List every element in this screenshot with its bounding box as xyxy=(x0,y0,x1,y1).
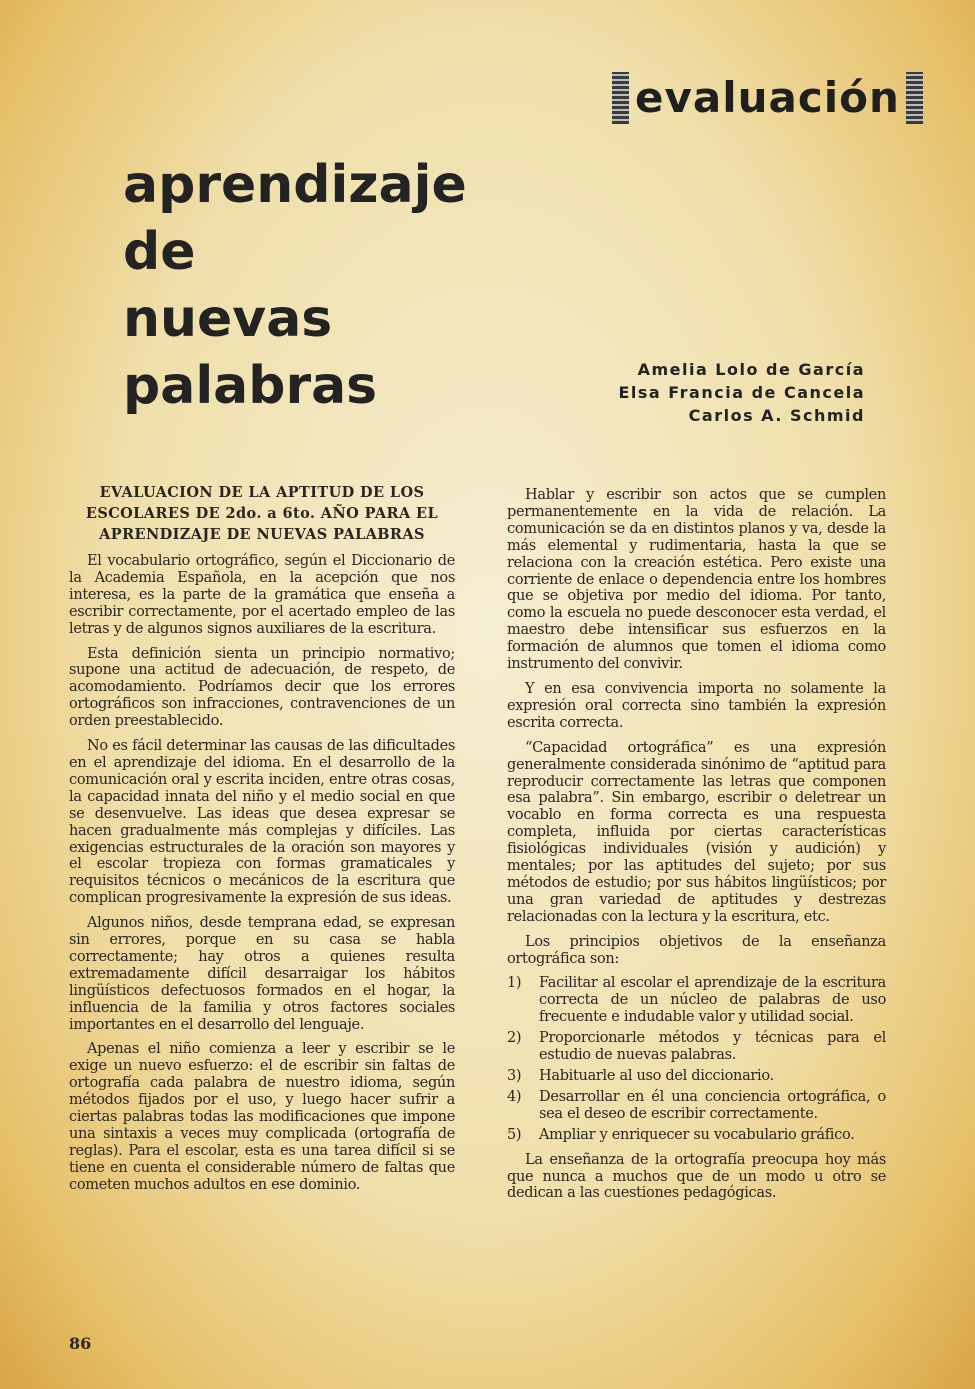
paragraph: “Capacidad ortográfica” es una expresión generalmente considerada sinónimo de “aptitud para reproducir correctamente las letras que componen esa palabra”. Sin embargo, escribir o deletrear un vocablo en forma correcta es una respuesta completa, influida por ciertas características fisiológicas individuales (visión y audición) y mentales; por las aptitudes del sujeto; por sus métodos de estudio; por sus hábitos lingüísticos; por una gran variedad de aptitudes y destrezas relacionadas con la lectura y la escritura, etc. xyxy=(507,739,886,925)
list-text: Desarrollar en él una conciencia ortográfica, o sea el deseo de escribir correctamente. xyxy=(539,1088,886,1122)
list-item xyxy=(507,1030,886,1064)
section-label-text: evaluación xyxy=(635,73,900,122)
list-number: 2) xyxy=(507,1030,522,1047)
paragraph: Hablar y escribir son actos que se cumplen permanentemente en la vida de relación. La comunicación se da en distintos planos y va, desde la más elemental y rudimentaria, hasta la que se relaciona con la creación estética. Pero existe una corriente de enlace o dependencia entre los hombres que se objetiva por medio del idioma. Por tanto, como la escuela no puede desconocer esta verdad, el maestro debe intensificar sus esfuerzos en la formación de alumnos que tomen el idioma como instrumento del convivir. xyxy=(507,487,886,673)
list-text: Habituarle al uso del diccionario. xyxy=(539,1068,774,1084)
title-line: aprendizaje xyxy=(123,155,467,215)
paragraph: Y en esa convivencia importa no solamente la expresión oral correcta sino también la expresión escrita correcta. xyxy=(507,680,886,731)
list-number: 5) xyxy=(507,1126,522,1143)
list-item xyxy=(507,975,886,1026)
decorative-bar-right xyxy=(906,72,923,124)
left-column xyxy=(69,482,455,1202)
author-list xyxy=(618,358,865,427)
list-text: Facilitar al escolar el aprendizaje de la escritura correcta de un núcleo de palabras de uso frecuente e indudable valor y utilidad social. xyxy=(539,975,886,1026)
paragraph: El vocabulario ortográfico, según el Diccionario de la Academia Española, en la acepción que nos interesa, es la parte de la gramática que enseña a escribir correctamente, por el acertado empleo de las letras y de algunos signos auxiliares de la escritura. xyxy=(69,553,455,637)
author-name: Elsa Francia de Cancela xyxy=(618,383,865,402)
author-name: Amelia Lolo de García xyxy=(637,360,865,379)
list-number: 4) xyxy=(507,1088,522,1105)
paragraph: La enseñanza de la ortografía preocupa hoy más que nunca a muchos que de un modo u otro se dedican a las cuestiones pedagógicas. xyxy=(507,1151,886,1202)
title-line: de xyxy=(123,222,196,282)
paragraph: No es fácil determinar las causas de las dificultades en el aprendizaje del idioma. En el desarrollo de la comunicación oral y escrita inciden, entre otras cosas, la capacidad innata del niño y el medio social en que se desenvuelve. Las ideas que desea expresar se hacen gradualmente más complejas y difíciles. Las exigencias estructurales de la oración son mayores y el escolar tropieza con formas gramaticales y requisitos técnicos o mecánicos de la escritura que complican progresivamente la expresión de sus ideas. xyxy=(69,738,455,907)
list-number: 1) xyxy=(507,975,522,992)
article-title xyxy=(123,152,467,420)
objectives-list xyxy=(507,975,886,1143)
list-number: 3) xyxy=(507,1068,522,1084)
section-label xyxy=(612,72,923,124)
paragraph: Algunos niños, desde temprana edad, se expresan sin errores, porque en su casa se habla correctamente; hay otros a quienes resulta extremadamente difícil desarraigar los hábitos lingüísticos defectuosos formados en el hogar, la influencia de la familia y otros factores sociales importantes en el desarrollo del lenguaje. xyxy=(69,915,455,1033)
page-number: 86 xyxy=(69,1334,92,1353)
list-text: Proporcionarle métodos y técnicas para el estudio de nuevas palabras. xyxy=(539,1030,886,1064)
title-line: nuevas xyxy=(123,289,333,349)
right-column xyxy=(507,487,886,1210)
section-heading: EVALUACION DE LA APTITUD DE LOS ESCOLARES DE 2do. a 6to. AÑO PARA EL APRENDIZAJE DE NUEVAS PALABRAS xyxy=(85,484,439,543)
list-item xyxy=(507,1127,886,1144)
paragraph: Apenas el niño comienza a leer y escribir se le exige un nuevo esfuerzo: el de escribir sin faltas de ortografía cada palabra de nuestro idioma, según métodos fijados por el uso, y luego hacer sufrir a ciertas palabras todas las modificaciones que impone una sintaxis a veces muy complicada (ortografía de reglas). Para el escolar, esta es una tarea difícil si se tiene en cuenta el considerable número de faltas que cometen muchos adultos en ese dominio. xyxy=(69,1041,455,1193)
list-item xyxy=(507,1068,886,1085)
author-name: Carlos A. Schmid xyxy=(688,406,865,425)
list-item xyxy=(507,1089,886,1123)
list-text: Ampliar y enriquecer su vocabulario gráfico. xyxy=(539,1126,855,1143)
title-line: palabras xyxy=(123,356,378,416)
paragraph: Esta definición sienta un principio normativo; supone una actitud de adecuación, de respeto, de acomodamiento. Podríamos decir que los errores ortográficos son infracciones, contravenciones de un orden preestablecido. xyxy=(69,645,455,730)
paragraph: Los principios objetivos de la enseñanza ortográfica son: xyxy=(507,933,886,967)
decorative-bar-left xyxy=(612,72,629,124)
